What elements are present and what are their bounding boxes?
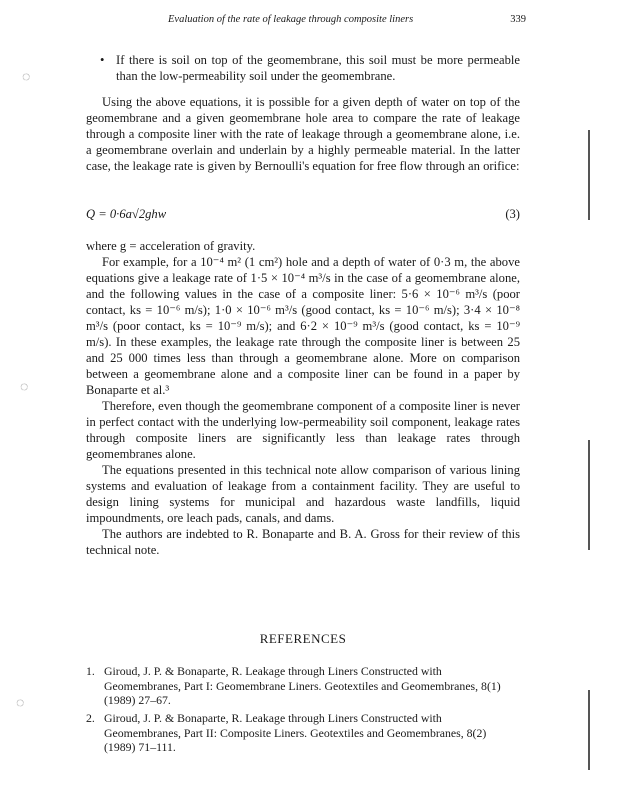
bullet-item xyxy=(100,52,520,84)
equation-number: (3) xyxy=(505,207,520,221)
reference-item xyxy=(86,664,520,708)
binding-hole-icon: ◌ xyxy=(16,696,25,711)
scan-edge-mark xyxy=(588,690,590,770)
running-title: Evaluation of the rate of leakage through composite liners xyxy=(168,14,414,25)
running-header xyxy=(168,14,526,25)
body-column-top xyxy=(86,94,520,174)
equation-text: Q = 0·6a√2ghw xyxy=(86,207,167,221)
reference-text: Giroud, J. P. & Bonaparte, R. Leakage through Liners Constructed with Geomembranes, Part I: Geomembrane Liners. Geotextiles and Geomembranes, 8(1) (1989) 27–67. xyxy=(104,664,501,707)
bullet-text: If there is soil on top of the geomembrane, this soil must be more permeable than the low-permeability soil under the geomembrane. xyxy=(116,53,520,83)
scan-edge-mark xyxy=(588,440,590,550)
binding-hole-icon: ◌ xyxy=(20,380,29,395)
reference-number: 2. xyxy=(86,711,95,725)
reference-text: Giroud, J. P. & Bonaparte, R. Leakage through Liners Constructed with Geomembranes, Part II: Composite Liners. Geotextiles and Geomembranes, 8(2) (1989) 71–111. xyxy=(104,711,487,754)
where-line: where g = acceleration of gravity. xyxy=(86,239,256,253)
paragraph-acknowledgement: The authors are indebted to R. Bonaparte and B. A. Gross for their review of this technical note. xyxy=(86,527,520,557)
paragraph-bernoulli: Using the above equations, it is possible for a given depth of water on top of the geomembrane and a given geomembrane hole area to compare the rate of leakage through a composite liner with the rate of leakage through a geomembrane alone, i.e. a geomembrane overlain and underlain by a highly permeable material. In the latter case, the leakage rate is given by Bernoulli's equation for free flow through an orifice: xyxy=(86,95,520,173)
references-heading: REFERENCES xyxy=(259,631,347,646)
scan-edge-mark xyxy=(588,130,590,220)
bullet-symbol: • xyxy=(100,53,105,67)
body-column-main xyxy=(86,238,520,558)
paragraph-example: For example, for a 10⁻⁴ m² (1 cm²) hole and a depth of water of 0·3 m, the above equations give a leakage rate of 1·5 × 10⁻⁴ m³/s in the case of a geomembrane alone, and the following values in the case of a composite liner: 5·6 × 10⁻⁶ m³/s (poor contact, ks = 10⁻⁶ m/s); 1·0 × 10⁻⁶ m³/s (good contact, ks = 10⁻⁶ m/s); 3·4 × 10⁻⁸ m³/s (poor contact, ks = 10⁻⁹ m/s); and 6·2 × 10⁻⁹ m³/s (good contact, ks = 10⁻⁹ m/s). In these examples, the leakage rate through the composite liner is between 25 and 25 000 times less than through a geomembrane alone. More on comparison between a geomembrane alone and a composite liner can be found in a paper by Bonaparte et al.³ xyxy=(86,255,520,397)
reference-number: 1. xyxy=(86,664,95,678)
page-number: 339 xyxy=(510,14,526,25)
equation-3 xyxy=(86,207,520,222)
paragraph-therefore: Therefore, even though the geomembrane component of a composite liner is never in perfect contact with the underlying low-permeability soil component, leakage rates through composite liners are significantly less than leakage rates through geomembranes alone. xyxy=(86,399,520,461)
paragraph-equations: The equations presented in this technical note allow comparison of various lining systems and evaluation of leakage from a containment facility. They are useful to design lining systems for municipal and hazardous waste landfills, liquid impoundments, ore leach pads, canals, and dams. xyxy=(86,463,520,525)
binding-hole-icon: ◌ xyxy=(22,70,31,85)
reference-item xyxy=(86,711,520,755)
